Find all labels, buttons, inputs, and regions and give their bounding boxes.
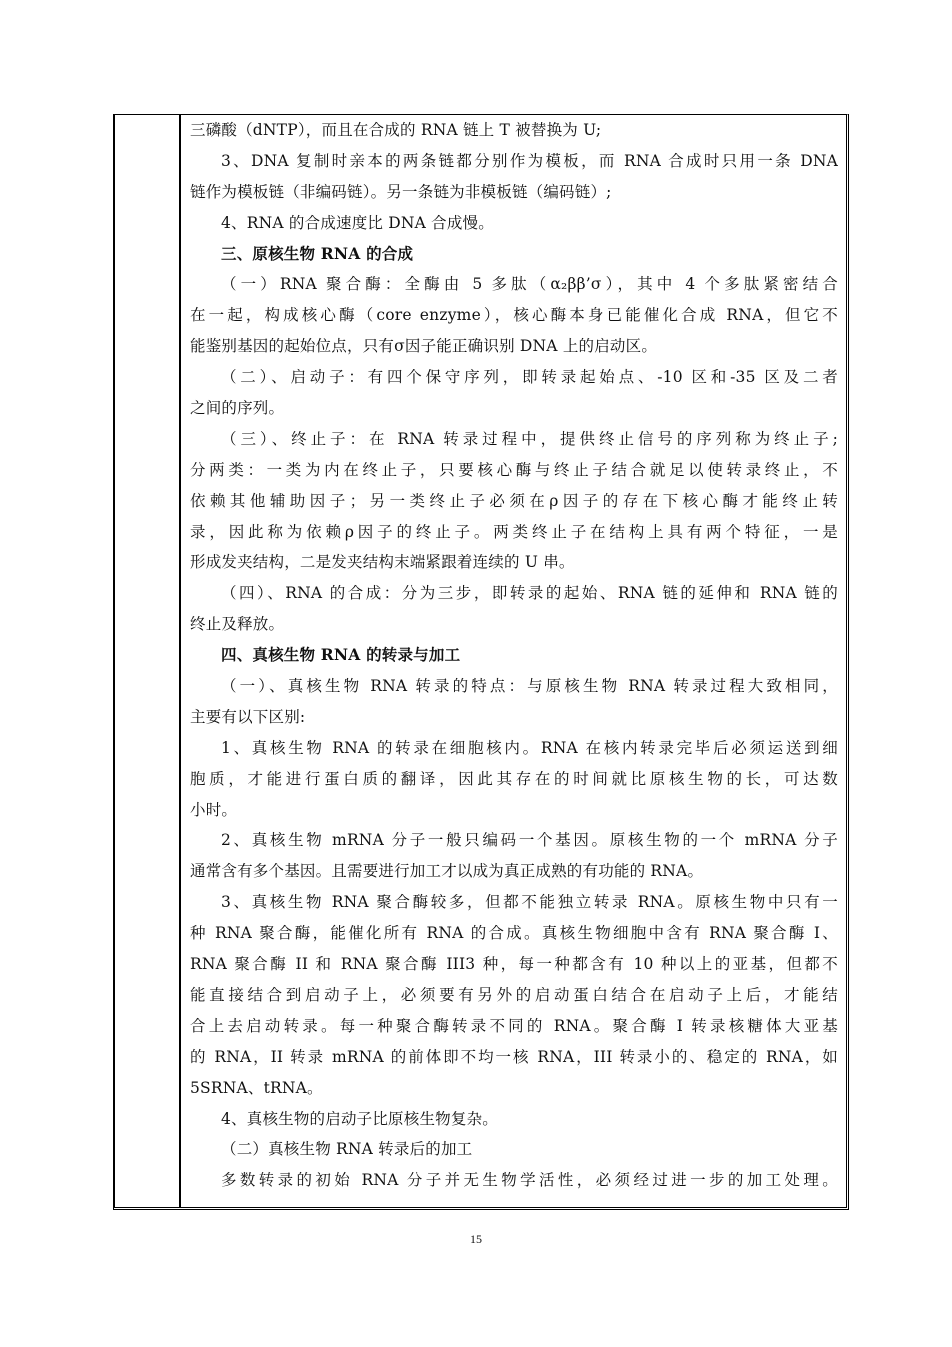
text-line: 3、DNA 复制时亲本的两条链都分别作为模板，而 RNA 合成时只用一条 DNA [221,151,838,170]
text-line: 1、真核生物 RNA 的转录在细胞核内。RNA 在核内转录完毕后必须运送到细 [221,738,838,757]
text-line: 通常含有多个基因。且需要进行加工才以成为真正成熟的有功能的 RNA。 [190,862,704,881]
text-line: 在一起，构成核心酶（core enzyme），核心酶本身已能催化合成 RNA，但它不 [190,306,838,325]
text-line: （二）真核生物 RNA 转录后的加工 [221,1140,473,1159]
text-line: 形成发夹结构，二是发夹结构末端紧跟着连续的 U 串。 [190,553,575,572]
text-line: 合上去启动转录。每一种聚合酶转录不同的 RNA。聚合酶 I 转录核糖体大亚基 [190,1016,838,1035]
text-line: 3、真核生物 RNA 聚合酶较多，但都不能独立转录 RNA。原核生物中只有一 [221,893,838,912]
left-column [115,115,181,1207]
text-line: （一）、真核生物 RNA 转录的特点：与原核生物 RNA 转录过程大致相同， [221,677,838,696]
text-line: 分两类：一类为内在终止子，只要核心酶与终止子结合就足以使转录终止，不 [190,460,838,479]
text-line: 终止及释放。 [190,615,285,634]
text-line: 胞质，才能进行蛋白质的翻译，因此其存在的时间就比原核生物的长，可达数 [190,769,838,788]
text-line: 小时。 [190,800,238,819]
text-line: 能鉴别基因的起始位点，只有σ因子能正确识别 DNA 上的启动区。 [190,337,658,356]
text-line: 2、真核生物 mRNA 分子一般只编码一个基因。原核生物的一个 mRNA 分子 [221,831,838,850]
text-line: 之间的序列。 [190,399,285,418]
table-frame [113,114,849,1210]
page-number: 15 [470,1232,482,1246]
text-line: 录，因此称为依赖ρ因子的终止子。两类终止子在结构上具有两个特征，一是 [190,522,838,541]
text-line: RNA 聚合酶 II 和 RNA 聚合酶 III3 种，每一种都含有 10 种以上的亚基，但都不 [190,955,838,974]
text-line: （一）RNA 聚合酶：全酶由 5 多肽（α₂ββ’σ），其中 4 个多肽紧密结合 [221,275,838,294]
text-line: 依赖其他辅助因子；另一类终止子必须在ρ因子的存在下核心酶才能终止转 [190,491,838,510]
text-line: （四）、RNA 的合成：分为三步，即转录的起始、RNA 链的延伸和 RNA 链的 [221,584,838,603]
text-line: 的 RNA，II 转录 mRNA 的前体即不均一核 RNA，III 转录小的、稳定的 RNA，如 [190,1047,838,1066]
text-body [190,115,838,1196]
text-line: （三）、终止子：在 RNA 转录过程中，提供终止信号的序列称为终止子; [221,429,838,448]
text-line: （二）、启动子：有四个保守序列，即转录起始点、-10 区和-35 区及二者 [221,368,838,387]
text-line: 5SRNA、tRNA。 [190,1078,323,1097]
section-heading: 三、原核生物 RNA 的合成 [221,243,414,263]
text-line: 能直接结合到启动子上，必须要有另外的启动蛋白结合在启动子上后，才能结 [190,985,838,1004]
text-line: 4、真核生物的启动子比原核生物复杂。 [221,1109,498,1128]
text-line: 种 RNA 聚合酶，能催化所有 RNA 的合成。真核生物细胞中含有 RNA 聚合酶 I、 [190,924,838,943]
text-line: 多数转录的初始 RNA 分子并无生物学活性，必须经过进一步的加工处理。 [221,1171,838,1190]
text-line: 三磷酸（dNTP），而且在合成的 RNA 链上 T 被替换为 U; [190,121,602,139]
text-line: 主要有以下区别: [190,707,306,726]
text-line: 链作为模板链（非编码链）。另一条链为非模板链（编码链）; [190,182,612,201]
text-line: 4、RNA 的合成速度比 DNA 合成慢。 [221,213,494,232]
section-heading: 四、真核生物 RNA 的转录与加工 [221,645,461,665]
